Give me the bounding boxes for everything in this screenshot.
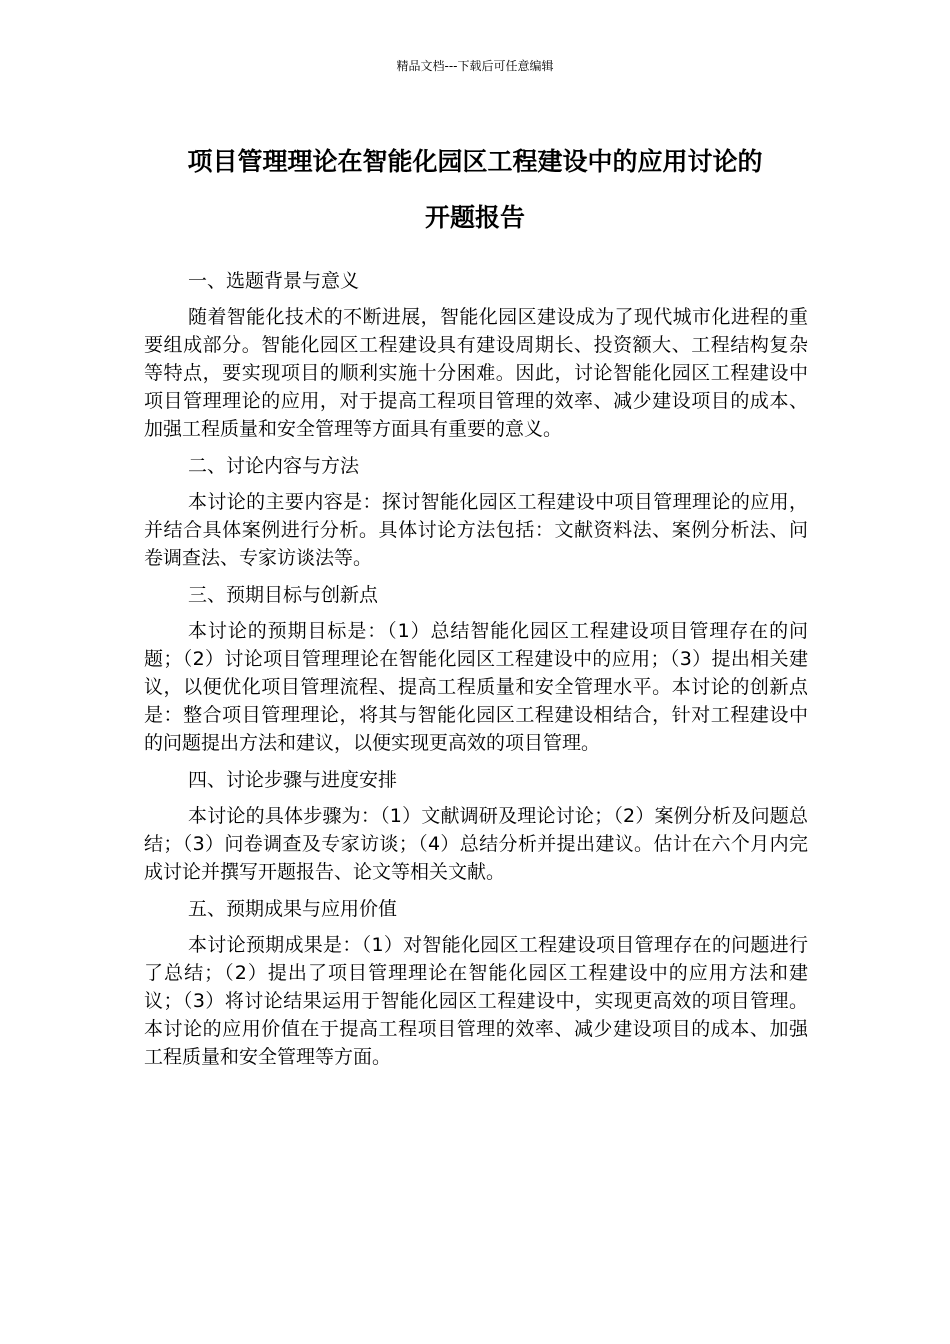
- document-title: [120, 134, 830, 246]
- section-heading: 五、预期成果与应用价值: [188, 898, 398, 920]
- section-paragraph: 本讨论的主要内容是：探讨智能化园区工程建设中项目管理理论的应用，并结合具体案例进行分析。具体讨论方法包括：文献资料法、案例分析法、问卷调查法、专家访谈法等。: [144, 491, 808, 569]
- page-header-note: 精品文档---下载后可任意编辑: [396, 59, 554, 73]
- section-paragraph: 随着智能化技术的不断进展，智能化园区建设成为了现代城市化进程的重要组成部分。智能化园区工程建设具有建设周期长、投资额大、工程结构复杂等特点，要实现项目的顺利实施十分困难。因此，讨论智能化园区工程建设中项目管理理论的应用，对于提高工程项目管理的效率、减少建设项目的成本、加强工程质量和安全管理等方面具有重要的意义。: [144, 306, 808, 440]
- section-results-value: [144, 895, 808, 1071]
- document-title-line-1: 项目管理理论在智能化园区工程建设中的应用讨论的: [187, 147, 763, 176]
- section-heading: 三、预期目标与创新点: [188, 584, 379, 606]
- section-paragraph: 本讨论的预期目标是：（1）总结智能化园区工程建设项目管理存在的问题；（2）讨论项目管理理论在智能化园区工程建设中的应用；（3）提出相关建议，以便优化项目管理流程、提高工程质量和安全管理水平。本讨论的创新点是：整合项目管理理论，将其与智能化园区工程建设相结合，针对工程建设中的问题提出方法和建议，以便实现更高效的项目管理。: [144, 620, 808, 754]
- section-heading: 一、选题背景与意义: [188, 270, 360, 292]
- document-body: [144, 267, 808, 1080]
- section-paragraph: 本讨论的具体步骤为：（1）文献调研及理论讨论；（2）案例分析及问题总结；（3）问卷调查及专家访谈；（4）总结分析并提出建议。估计在六个月内完成讨论并撰写开题报告、论文等相关文献。: [144, 805, 808, 883]
- document-title-line-2: 开题报告: [424, 203, 525, 232]
- section-steps-schedule: [144, 766, 808, 886]
- section-content-methods: [144, 452, 808, 572]
- section-goals-innovation: [144, 581, 808, 757]
- section-background: [144, 267, 808, 443]
- section-heading: 四、讨论步骤与进度安排: [188, 769, 398, 791]
- section-paragraph: 本讨论预期成果是：（1）对智能化园区工程建设项目管理存在的问题进行了总结；（2）提出了项目管理理论在智能化园区工程建设中的应用方法和建议；（3）将讨论结果运用于智能化园区工程建设中，实现更高效的项目管理。本讨论的应用价值在于提高工程项目管理的效率、减少建设项目的成本、加强工程质量和安全管理等方面。: [144, 934, 808, 1068]
- section-heading: 二、讨论内容与方法: [188, 455, 360, 477]
